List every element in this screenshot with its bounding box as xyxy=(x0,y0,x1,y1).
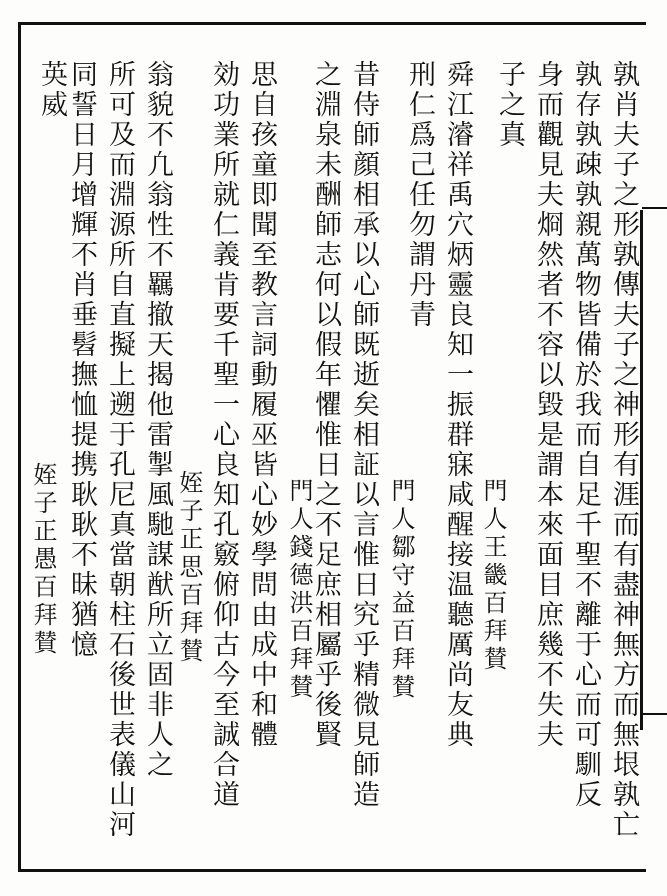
text-column-4: 子之真 xyxy=(494,60,525,150)
attribution-zhengyu: 姪子正愚百拜賛 xyxy=(29,462,57,658)
attribution-zhengsi: 姪子正思百拜賛 xyxy=(175,470,203,666)
text-column-17: 同誓日月增輝不肖垂髫撫恤提携耿耿不昧猶憶 xyxy=(66,60,97,660)
text-column-9: 昔侍師顔相承以心師既逝矣相証以言惟日究乎精微見師造 xyxy=(348,60,379,810)
text-column-1: 孰肖夫子之形孰傳夫子之神形有涯而有盡神無方而無垠孰亡 xyxy=(608,60,639,840)
text-column-18: 英威 xyxy=(36,60,67,120)
text-column-15: 翁貌不凢翁性不羈撤天揭他雷掣風馳謀猷所立固非人之 xyxy=(142,60,173,780)
text-column-10: 之淵泉未酬師志何以假年懼惟日之不足庶相屬乎後賢 xyxy=(310,60,341,750)
text-column-3: 身而觀見夫烱然者不容以毀是謂本來面目庶幾不失夫 xyxy=(532,60,563,750)
attribution-zou-shouyi: 門人鄒守益百拜賛 xyxy=(387,478,415,702)
text-column-2: 孰存孰疎孰親萬物皆備於我而自足千聖不離于心而可馴反 xyxy=(570,60,601,810)
border-tab-top xyxy=(642,207,667,209)
text-column-13: 効功業所就仁義肯要千聖一心良知孔竅俯仰古今至誠合道 xyxy=(208,60,239,810)
text-column-7: 刑仁爲己任勿謂丹青 xyxy=(404,60,435,330)
text-column-12: 思自孩童即聞至教言詞動履巫皆心妙學問由成中和體 xyxy=(246,60,277,750)
border-tab-bottom xyxy=(642,713,667,715)
attribution-wang-ji: 門人王畿百拜賛 xyxy=(479,478,507,674)
page-border-right xyxy=(640,210,643,730)
text-column-16: 所可及而淵源所自直擬上遡于孔尼真當朝柱石後世表儀山河 xyxy=(104,60,135,840)
attribution-qian-dehong: 門人錢德洪百拜賛 xyxy=(285,478,313,702)
text-column-6: 舜江濬祥禹穴炳靈良知一振群寐咸醒接温聽厲尚友典 xyxy=(442,60,473,750)
